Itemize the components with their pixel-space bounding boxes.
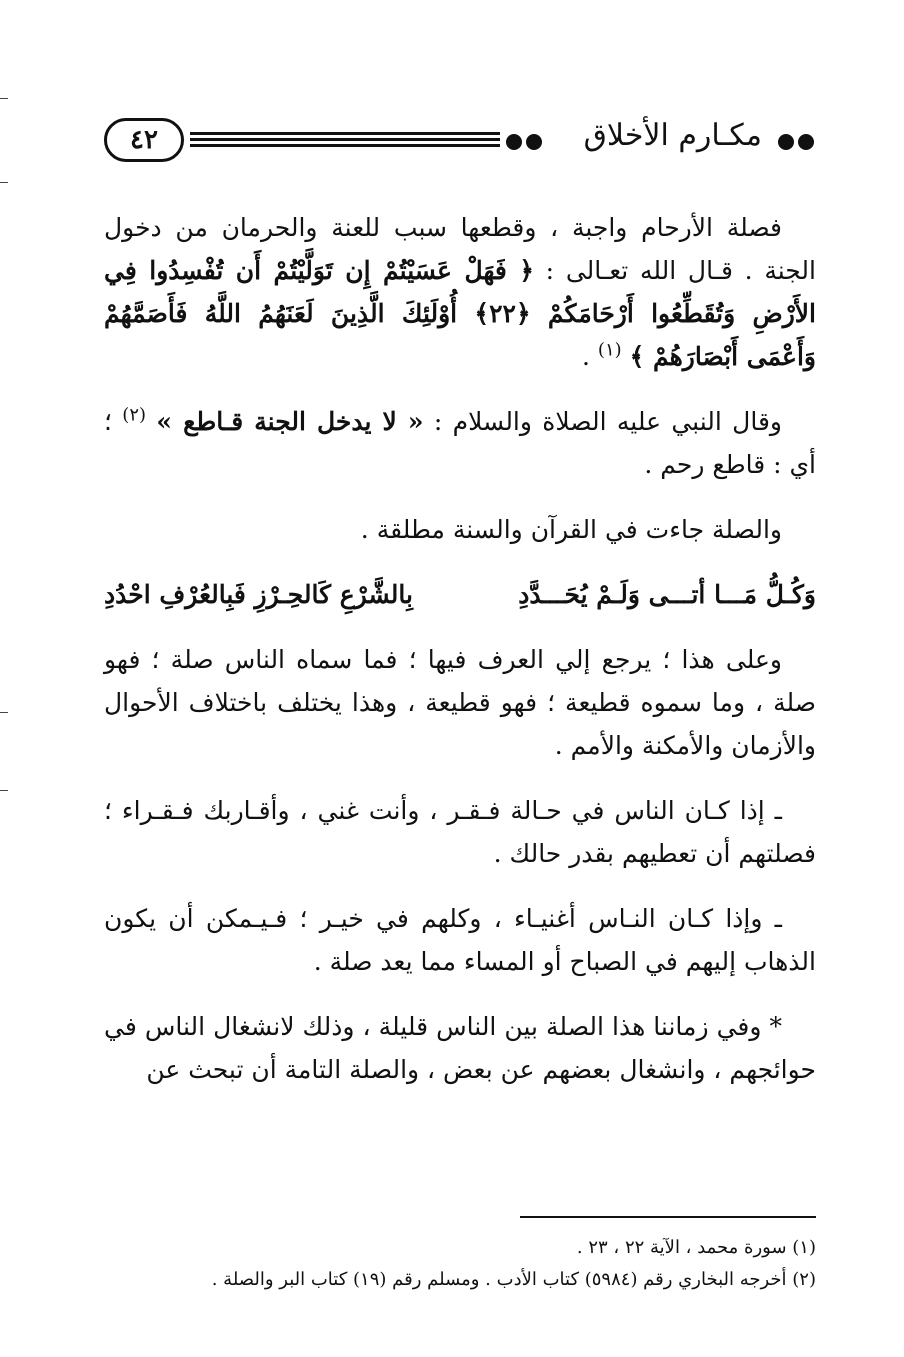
header-title: مكـارم الأخلاق [583,118,762,153]
verse-first-hemistich: وَكُـلُّ مَـــا أتـــى وَلَـمْ يُحَـــدَّدِ [518,580,816,609]
ornament-dot-icon [506,134,522,150]
paragraph: ـ وإذا كـان النـاس أغنيـاء ، وكلهم في خيـر ؛ فـيـمكن أن يكون الذهاب إليهم في الصباح أو المساء مما يعد صلة . [104,904,816,976]
paragraph: * وفي زماننا هذا الصلة بين الناس قليلة ، وذلك لانشغال الناس في حوائجهم ، وانشغال بعضهم عن بعض ، والصلة التامة أن تبحث عن [104,1012,816,1084]
verse-second-hemistich: بِالشَّرْعِ كَالحِـرْزِ فَبِالعُرْفِ احْدُدِ [104,580,413,609]
edge-mark [0,98,8,99]
ornament-dot-icon [526,134,542,150]
edge-mark [0,790,8,791]
paragraph [104,206,816,378]
paragraph-text: . [582,342,598,371]
footnote-ref: (٢) [122,404,147,426]
footnote-2: (٢) أخرجه البخاري رقم (٥٩٨٤) كتاب الأدب . ومسلم رقم (١٩) كتاب البر والصلة . [211,1269,816,1290]
footnote-1: (١) سورة محمد ، الآية ٢٢ ، ٢٣ . [576,1237,816,1258]
quran-quote: ﴿ فَهَلْ عَسَيْتُمْ إِن تَوَلَّيْتُمْ أَن تُفْسِدُوا فِي الأَرْضِ وَتُقَطِّعُوا أَرْحَامَكُمْ ﴿٢٢﴾ أُوْلَئِكَ الَّذِينَ لَعَنَهُمُ اللَّهُ فَأَصَمَّهُمْ وَأَعْمَى أَبْصَارَهُمْ ﴾ [104,256,816,371]
footnote-divider [520,1216,816,1218]
poetry-verse [104,573,816,616]
paragraph-text: وقال النبي عليه الصلاة والسلام : [423,407,782,436]
page-number: ٤٢ [104,118,184,162]
footnotes [104,1232,816,1296]
page-header [104,112,816,172]
footnote-ref: (١) [597,339,622,361]
paragraph [104,400,816,486]
paragraph-text: فصلة الأرحام واجبة ، وقطعها سبب للعنة والحرمان من دخول الجنة . قـال الله تعـالى : [104,213,816,285]
paragraph: والصلة جاءت في القرآن والسنة مطلقة . [360,515,782,544]
paragraph-text: ؛ أي : قاطع رحم . [104,407,816,479]
paragraph: ـ إذا كـان الناس في حـالة فـقـر ، وأنت غني ، وأقـاربك فـقـراء ؛ فصلتهم أن تعطيهم بقدر حالك . [104,796,816,868]
hadith-quote: « لا يدخل الجنة قـاطع » [156,407,424,436]
edge-mark [0,182,8,183]
paragraph: وعلى هذا ؛ يرجع إلي العرف فيها ؛ فما سماه الناس صلة ؛ فهو صلة ، وما سموه قطيعة ؛ فهو قطيعة ، وهذا يختلف باختلاف الأحوال والأزمان والأمكنة والأمم . [104,645,816,760]
edge-mark [0,712,8,713]
main-text [104,206,816,1113]
ornament-dot-icon [798,134,814,150]
header-rule [190,132,500,150]
ornament-dot-icon [778,134,794,150]
